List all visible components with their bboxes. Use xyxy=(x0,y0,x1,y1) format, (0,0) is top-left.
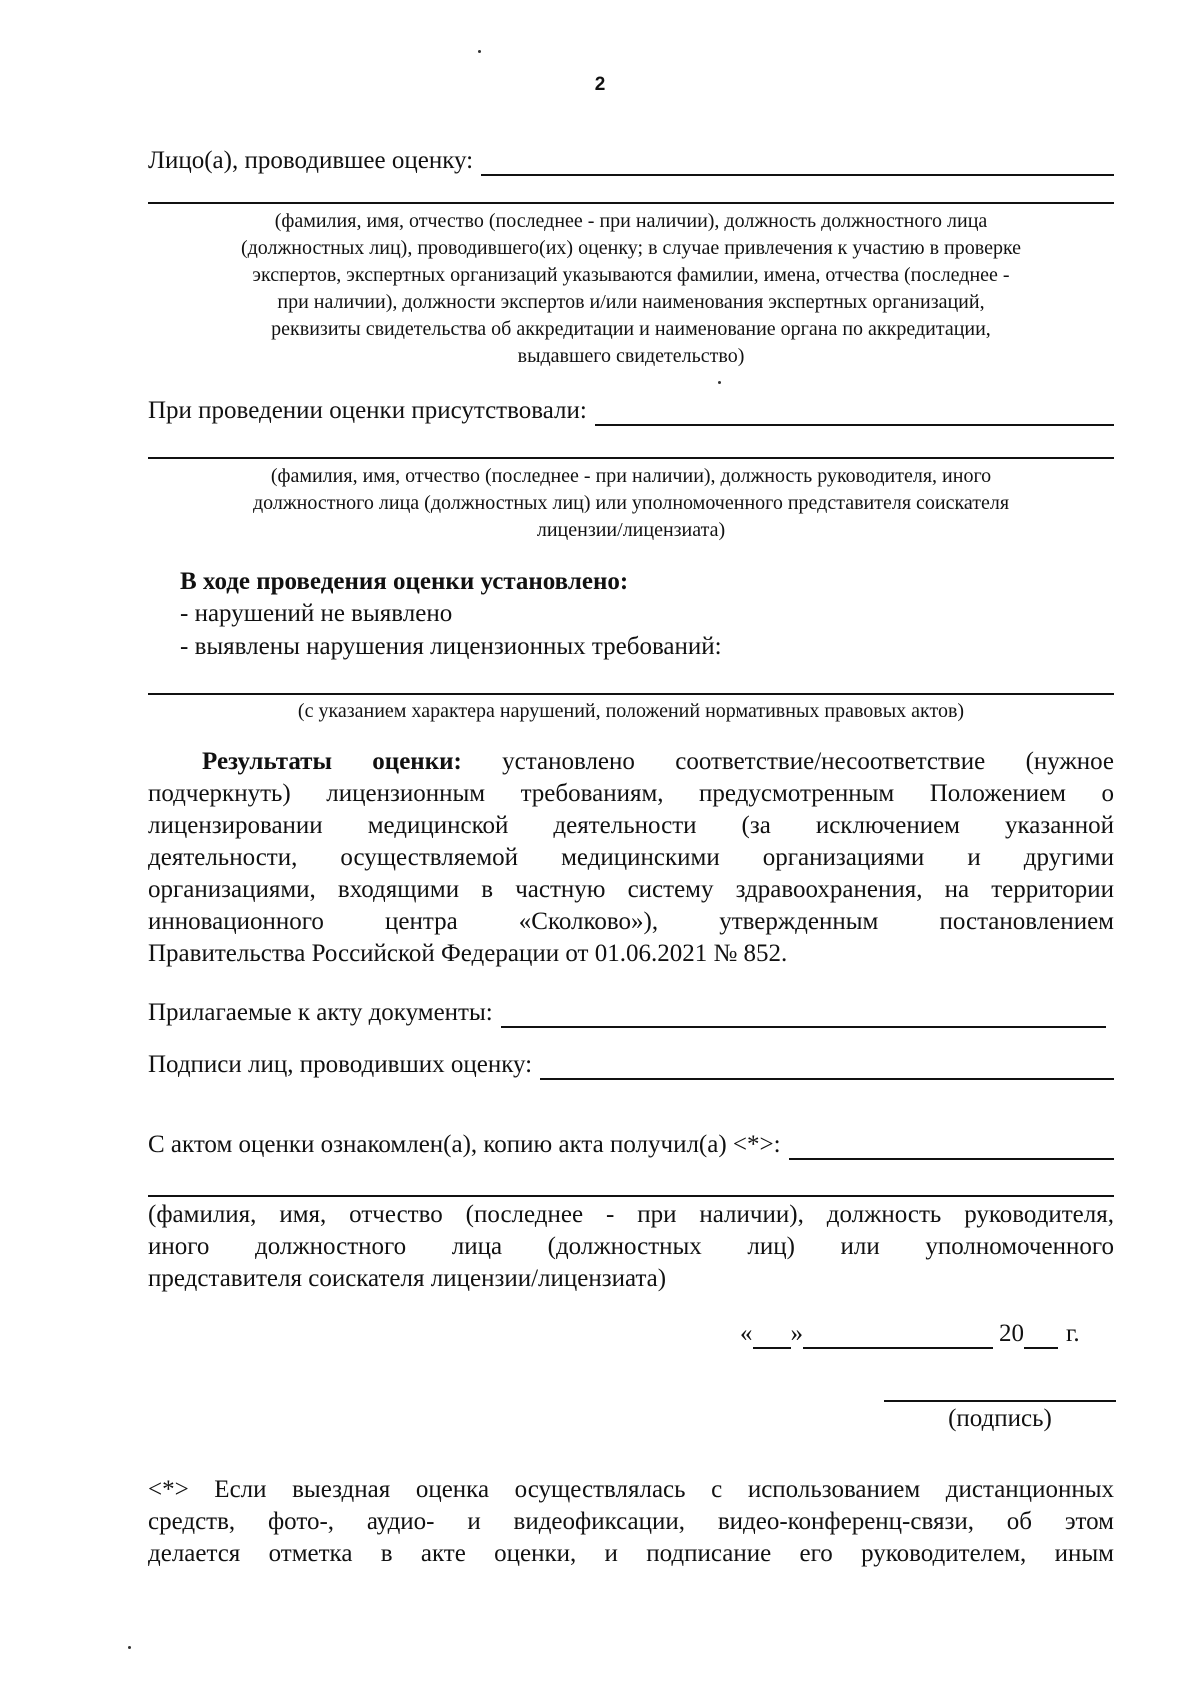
present-field xyxy=(148,396,1114,426)
present-caption-line: (фамилия, имя, отчество (последнее - при наличии), должность руководителя, иного xyxy=(270,465,992,487)
acknowledged-caption-line: (фамилия, имя, отчество (последнее - при наличии), должность руководителя, xyxy=(148,1201,1114,1228)
acknowledged-caption-line: представителя соискателя лицензии/лицензиата) xyxy=(148,1265,667,1292)
date-open-quote: « xyxy=(740,1320,753,1347)
evaluator-input-line[interactable] xyxy=(481,152,1114,176)
footnote xyxy=(148,1474,1114,1570)
results-line: организациями, входящими в частную систему здравоохранения, на территории xyxy=(148,876,1114,903)
acknowledged-field xyxy=(148,1130,1114,1160)
results-line-text: установлено соответствие/несоответствие (нужное xyxy=(461,748,1114,775)
evaluator-field xyxy=(148,146,1114,176)
acknowledged-caption xyxy=(148,1199,1114,1295)
results-line: подчеркнуть) лицензионным требованиям, предусмотренным Положением о xyxy=(148,780,1114,807)
findings-heading: В ходе проведения оценки установлено: xyxy=(180,568,629,595)
evaluator-caption xyxy=(148,208,1114,370)
date-month-input[interactable] xyxy=(803,1325,993,1349)
evaluator-caption-line: выдавшего свидетельство) xyxy=(517,345,745,367)
results-line: деятельности, осуществляемой медицинскими организациями и другими xyxy=(148,844,1114,871)
attached-input-line[interactable] xyxy=(501,1004,1106,1028)
violations-caption xyxy=(148,698,1114,725)
date-year-input[interactable] xyxy=(1024,1325,1058,1349)
finding-violations: - выявлены нарушения лицензионных требований: xyxy=(180,633,722,660)
results-heading: Результаты оценки: xyxy=(202,748,462,775)
evaluator-caption-line: реквизиты свидетельства об аккредитации и наименование органа по аккредитации, xyxy=(271,318,991,340)
signatures-input-line[interactable] xyxy=(540,1056,1114,1080)
results-line: инновационного центра «Сколково»), утвержденным постановлением xyxy=(148,908,1114,935)
footnote-line: средств, фото-, аудио- и видеофиксации, видео-конференц-связи, об этом xyxy=(148,1508,1114,1535)
acknowledged-continuation-line[interactable] xyxy=(148,1195,1114,1197)
date-row xyxy=(740,1319,1120,1349)
footnote-line: <*> Если выездная оценка осуществлялась с использованием дистанционных xyxy=(148,1476,1114,1503)
results-line xyxy=(148,746,1114,778)
attached-field xyxy=(148,998,1106,1028)
scan-speck xyxy=(718,381,721,384)
scan-speck xyxy=(128,1646,131,1649)
signatures-field xyxy=(148,1050,1114,1080)
finding-no-violations: - нарушений не выявлено xyxy=(180,600,453,627)
signature-caption: (подпись) xyxy=(948,1405,1052,1432)
present-caption xyxy=(148,463,1114,544)
present-input-line[interactable] xyxy=(595,402,1114,426)
violations-input-line[interactable] xyxy=(148,693,1114,695)
date-day-input[interactable] xyxy=(753,1325,791,1349)
acknowledged-caption-line: иного должностного лица (должностных лиц) или уполномоченного xyxy=(148,1233,1114,1260)
present-caption-line: должностного лица (должностных лиц) или уполномоченного представителя соискателя xyxy=(252,492,1010,514)
evaluator-caption-line: (должностных лиц), проводившего(их) оценку; в случае привлечения к участию в проверке xyxy=(240,237,1022,259)
evaluator-label: Лицо(а), проводившее оценку: xyxy=(148,147,474,174)
signatures-label: Подписи лиц, проводивших оценку: xyxy=(148,1051,533,1078)
date-close-quote: » xyxy=(790,1320,803,1347)
present-continuation-line[interactable] xyxy=(148,457,1114,459)
evaluator-continuation-line[interactable] xyxy=(148,202,1114,204)
date-year-prefix: 20 xyxy=(999,1320,1024,1347)
date-year-suffix: г. xyxy=(1066,1320,1080,1347)
acknowledged-label: С актом оценки ознакомлен(а), копию акта получил(а) <*>: xyxy=(148,1131,781,1158)
results-line: лицензировании медицинской деятельности (за исключением указанной xyxy=(148,812,1114,839)
evaluator-caption-line: экспертов, экспертных организаций указываются фамилии, имена, отчества (последнее - xyxy=(252,264,1010,286)
footnote-line: делается отметка в акте оценки, и подписание его руководителем, иным xyxy=(148,1540,1114,1567)
present-caption-line: лицензии/лицензиата) xyxy=(536,519,726,541)
evaluator-caption-line: при наличии), должности экспертов и/или наименования экспертных организаций, xyxy=(277,291,985,313)
violations-caption-text: (с указанием характера нарушений, положений нормативных правовых актов) xyxy=(297,700,965,722)
results-line: Правительства Российской Федерации от 01.06.2021 № 852. xyxy=(148,940,788,967)
scan-speck xyxy=(478,50,481,53)
attached-label: Прилагаемые к акту документы: xyxy=(148,999,493,1026)
signature-input-line[interactable] xyxy=(884,1400,1116,1402)
present-label: При проведении оценки присутствовали: xyxy=(148,397,587,424)
evaluator-caption-line: (фамилия, имя, отчество (последнее - при наличии), должность должностного лица xyxy=(274,210,988,232)
page-number: 2 xyxy=(594,74,606,95)
acknowledged-input-line[interactable] xyxy=(789,1136,1114,1160)
results-paragraph xyxy=(148,746,1114,970)
